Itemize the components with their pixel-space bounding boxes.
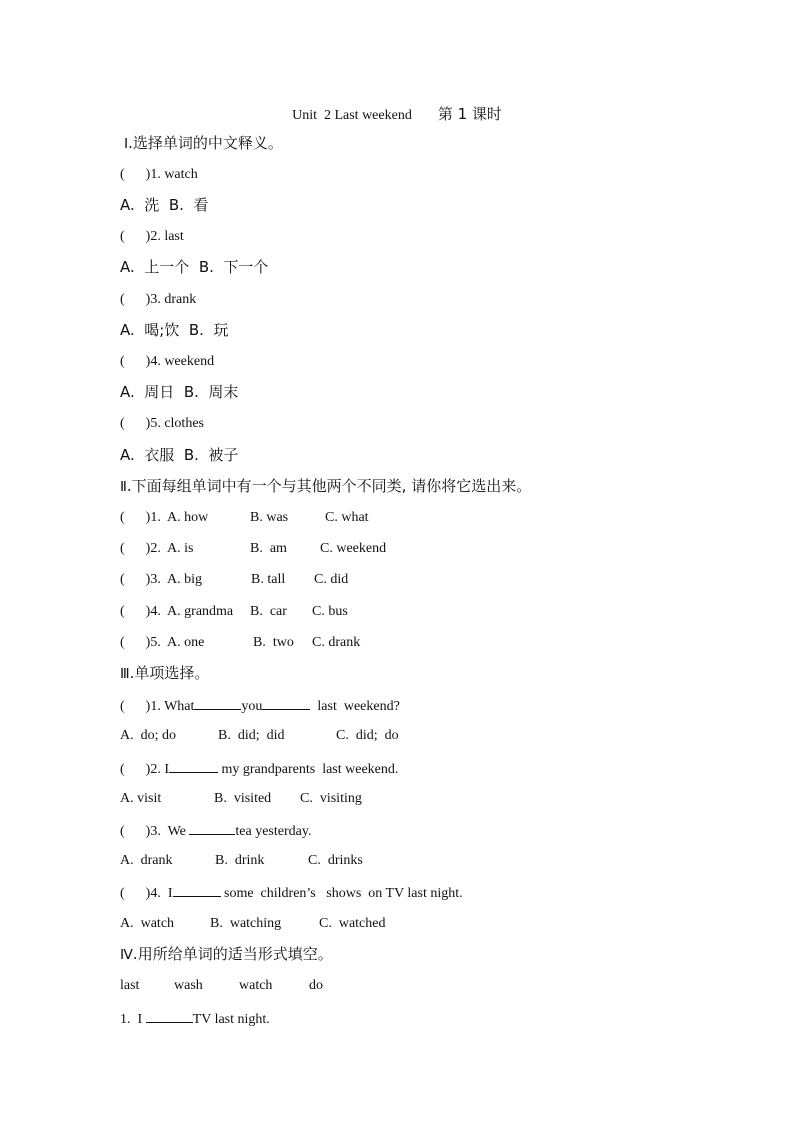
answer-blank: [173, 883, 221, 897]
answer-blank: [189, 821, 235, 835]
s1-question-2: ( )2. last: [120, 229, 184, 244]
s2-row-3: ( )3. A. big B. tall C. did: [120, 572, 349, 587]
s1-options-2: A. 上一个 B. 下一个: [120, 258, 269, 276]
s2-row-1: ( )1. A. how B. was C. what: [120, 510, 369, 525]
s1-question-3: ( )3. drank: [120, 292, 197, 307]
answer-blank: [169, 759, 218, 773]
section-2-heading: Ⅱ.下面每组单词中有一个与其他两个不同类, 请你将它选出来。: [120, 477, 532, 495]
lesson-label: 第 1 课时: [437, 105, 502, 123]
s3-options-4: A. watch B. watching C. watched: [120, 916, 386, 931]
s1-options-5: A. 衣服 B. 被子: [120, 446, 239, 464]
word-bank-item: watch: [239, 978, 273, 993]
s3-question-3: ( )3. We tea yesterday.: [120, 821, 311, 841]
word-bank-item: do: [309, 978, 323, 993]
s4-question-1: 1. I TV last night.: [120, 1009, 270, 1029]
s3-options-1: A. do; do B. did; did C. did; do: [120, 728, 399, 743]
s1-options-3: A. 喝;饮 B. 玩: [120, 321, 229, 339]
s2-row-4: ( )4. A. grandma B. car C. bus: [120, 604, 348, 619]
worksheet-title: [0, 103, 794, 124]
s1-question-1: ( )1. watch: [120, 167, 198, 182]
s3-options-3: A. drank B. drink C. drinks: [120, 853, 363, 868]
s1-options-1: A. 洗 B. 看: [120, 196, 209, 214]
s2-row-5: ( )5. A. one B. two C. drank: [120, 635, 361, 650]
s1-options-4: A. 周日 B. 周末: [120, 383, 239, 401]
s3-question-4: ( )4. I some children’s shows on TV last night.: [120, 883, 463, 903]
unit-title: Unit 2 Last weekend: [292, 108, 412, 123]
s4-word-bank: [120, 977, 323, 995]
section-4-heading: Ⅳ.用所给单词的适当形式填空。: [120, 945, 333, 963]
section-1-heading: Ⅰ.选择单词的中文释义。: [124, 134, 283, 152]
answer-blank: [262, 696, 310, 710]
s3-question-1: ( )1. What you last weekend?: [120, 696, 400, 716]
s3-options-2: A. visit B. visited C. visiting: [120, 791, 362, 806]
answer-blank: [194, 696, 241, 710]
s2-row-2: ( )2. A. is B. am C. weekend: [120, 541, 387, 556]
section-3-heading: Ⅲ.单项选择。: [120, 664, 210, 682]
s3-question-2: ( )2. I my grandparents last weekend.: [120, 759, 398, 779]
word-bank-item: last: [120, 978, 140, 993]
word-bank-item: wash: [174, 978, 203, 993]
answer-blank: [146, 1009, 193, 1023]
s1-question-5: ( )5. clothes: [120, 416, 204, 431]
s1-question-4: ( )4. weekend: [120, 354, 215, 369]
